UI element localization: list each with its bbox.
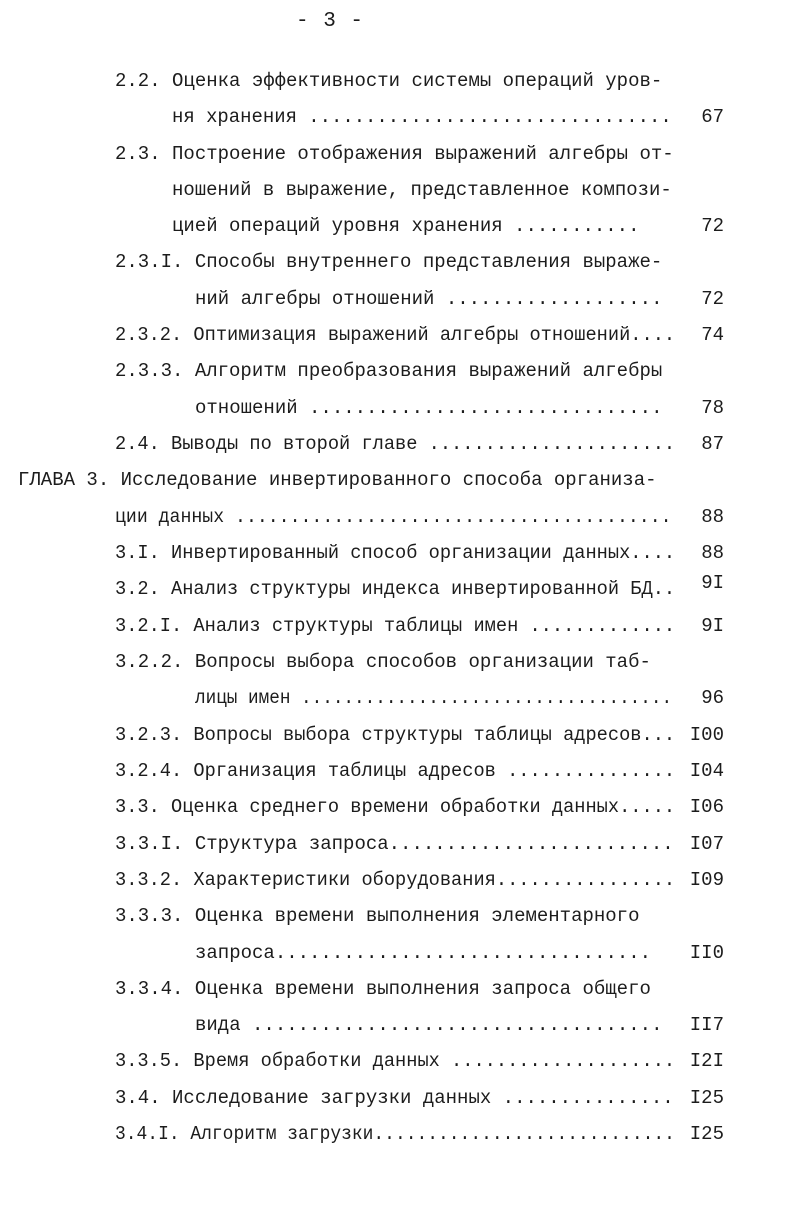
toc-page-number: 67 — [701, 106, 724, 128]
toc-page-number: I00 — [689, 724, 724, 746]
toc-entry-text: 3.I. Инвертированный способ организации данных.... — [115, 542, 675, 564]
toc-entry-text: 3.4.I. Алгоритм загрузки............................ — [115, 1123, 675, 1145]
toc-page-number: I25 — [689, 1123, 724, 1145]
toc-page-number: 72 — [701, 288, 724, 310]
toc-entry-line — [172, 211, 672, 241]
toc-entry-line — [115, 538, 675, 568]
toc-entry-text: 3.2.I. Анализ структуры таблицы имен ............. — [115, 615, 675, 637]
page-number: - 3 - — [295, 10, 364, 33]
toc-entry-line — [115, 974, 675, 1004]
toc-page-number: 9I — [701, 615, 724, 637]
toc-entry-text: ня хранения ................................ — [172, 106, 672, 128]
toc-page-number: I25 — [689, 1087, 724, 1109]
toc-entry-text: 3.2. Анализ структуры индекса инвертированной БД.. — [115, 578, 675, 600]
toc-entry-line — [115, 320, 675, 350]
toc-entry-text: 2.3.3. Алгоритм преобразования выражений алгебры — [115, 360, 663, 382]
toc-page-number: 88 — [701, 542, 724, 564]
toc-entry-line — [172, 102, 672, 132]
toc-page-number: I07 — [689, 833, 724, 855]
toc-entry-line — [195, 1010, 672, 1040]
toc-page-number: 88 — [701, 506, 724, 528]
toc-page-number: 87 — [701, 433, 724, 455]
toc-entry-line — [115, 66, 675, 96]
toc-entry-text: ний алгебры отношений ................... — [195, 288, 663, 310]
toc-page-number: 96 — [701, 687, 724, 709]
toc-entry-text: 2.3.2. Оптимизация выражений алгебры отношений.... — [115, 324, 675, 346]
toc-entry-text: 3.2.3. Вопросы выбора структуры таблицы адресов... — [115, 724, 675, 746]
toc-page-number: I06 — [689, 796, 724, 818]
toc-entry-text: запроса................................. — [195, 942, 652, 964]
toc-entry-line — [115, 901, 675, 931]
toc-entry-text: цией операций уровня хранения ........... — [172, 215, 640, 237]
toc-entry-line — [115, 611, 675, 641]
toc-entry-text: 2.4. Выводы по второй главе ...................... — [115, 433, 675, 455]
toc-entry-line — [115, 647, 675, 677]
toc-entry-line — [115, 792, 675, 822]
toc-entry-line — [115, 865, 675, 895]
toc-chapter-text: ГЛАВА 3. Исследование инвертированного способа организа- — [18, 469, 657, 491]
toc-entry-text: 3.3. Оценка среднего времени обработки данных..... — [115, 796, 675, 818]
toc-entry-line — [115, 756, 675, 786]
toc-entry-line — [115, 356, 675, 386]
toc-entry-text: 2.3.I. Способы внутреннего представления выраже- — [115, 251, 663, 273]
toc-page-number: I04 — [689, 760, 724, 782]
toc-entry-line — [115, 720, 675, 750]
toc-entry-text: 2.3. Построение отображения выражений алгебры от- — [115, 143, 674, 165]
toc-entry-line — [172, 175, 672, 205]
toc-entry-text: лицы имен ................................... — [195, 687, 672, 709]
toc-entry-line — [195, 683, 672, 713]
toc-page-number: II7 — [689, 1014, 724, 1036]
toc-entry-line — [115, 429, 675, 459]
toc-entry-text: вида .................................... — [195, 1014, 663, 1036]
toc-entry-text: 3.2.2. Вопросы выбора способов организации таб- — [115, 651, 651, 673]
toc-entry-line — [115, 247, 675, 277]
toc-entry-line — [115, 502, 672, 532]
toc-page-number: I2I — [689, 1050, 724, 1072]
toc-chapter-line — [18, 465, 678, 495]
toc-entry-line — [195, 938, 672, 968]
toc-entry-line — [115, 1046, 675, 1076]
toc-entry-line — [195, 284, 672, 314]
toc-page-number: 9I — [701, 572, 724, 594]
toc-entry-line — [115, 829, 675, 859]
toc-entry-text: 3.3.4. Оценка времени выполнения запроса общего — [115, 978, 651, 1000]
toc-entry-text: 3.3.2. Характеристики оборудования................ — [115, 869, 675, 891]
toc-entry-text: 3.2.4. Организация таблицы адресов ............... — [115, 760, 675, 782]
toc-entry-text: 3.3.3. Оценка времени выполнения элементарного — [115, 905, 640, 927]
toc-page-number: 74 — [701, 324, 724, 346]
toc-entry-text: 3.3.5. Время обработки данных .................... — [115, 1050, 675, 1072]
toc-entry-text: 2.2. Оценка эффективности системы операций уров- — [115, 70, 663, 92]
toc-page-number: 72 — [701, 215, 724, 237]
toc-page-number: II0 — [689, 942, 724, 964]
toc-entry-text: ношений в выражение, представленное компози- — [172, 179, 672, 201]
toc-page-number: 78 — [701, 397, 724, 419]
toc-entry-line — [115, 1119, 675, 1149]
toc-entry-line — [195, 393, 672, 423]
toc-entry-text: отношений ............................... — [195, 397, 663, 419]
toc-entry-text: 3.3.I. Структура запроса......................... — [115, 833, 674, 855]
toc-entry-line — [115, 574, 675, 604]
toc-entry-line — [115, 139, 675, 169]
toc-entry-text: ции данных ........................................ — [115, 506, 672, 528]
toc-entry-line — [115, 1083, 675, 1113]
toc-page-number: I09 — [689, 869, 724, 891]
toc-entry-text: 3.4. Исследование загрузки данных ............... — [115, 1087, 674, 1109]
